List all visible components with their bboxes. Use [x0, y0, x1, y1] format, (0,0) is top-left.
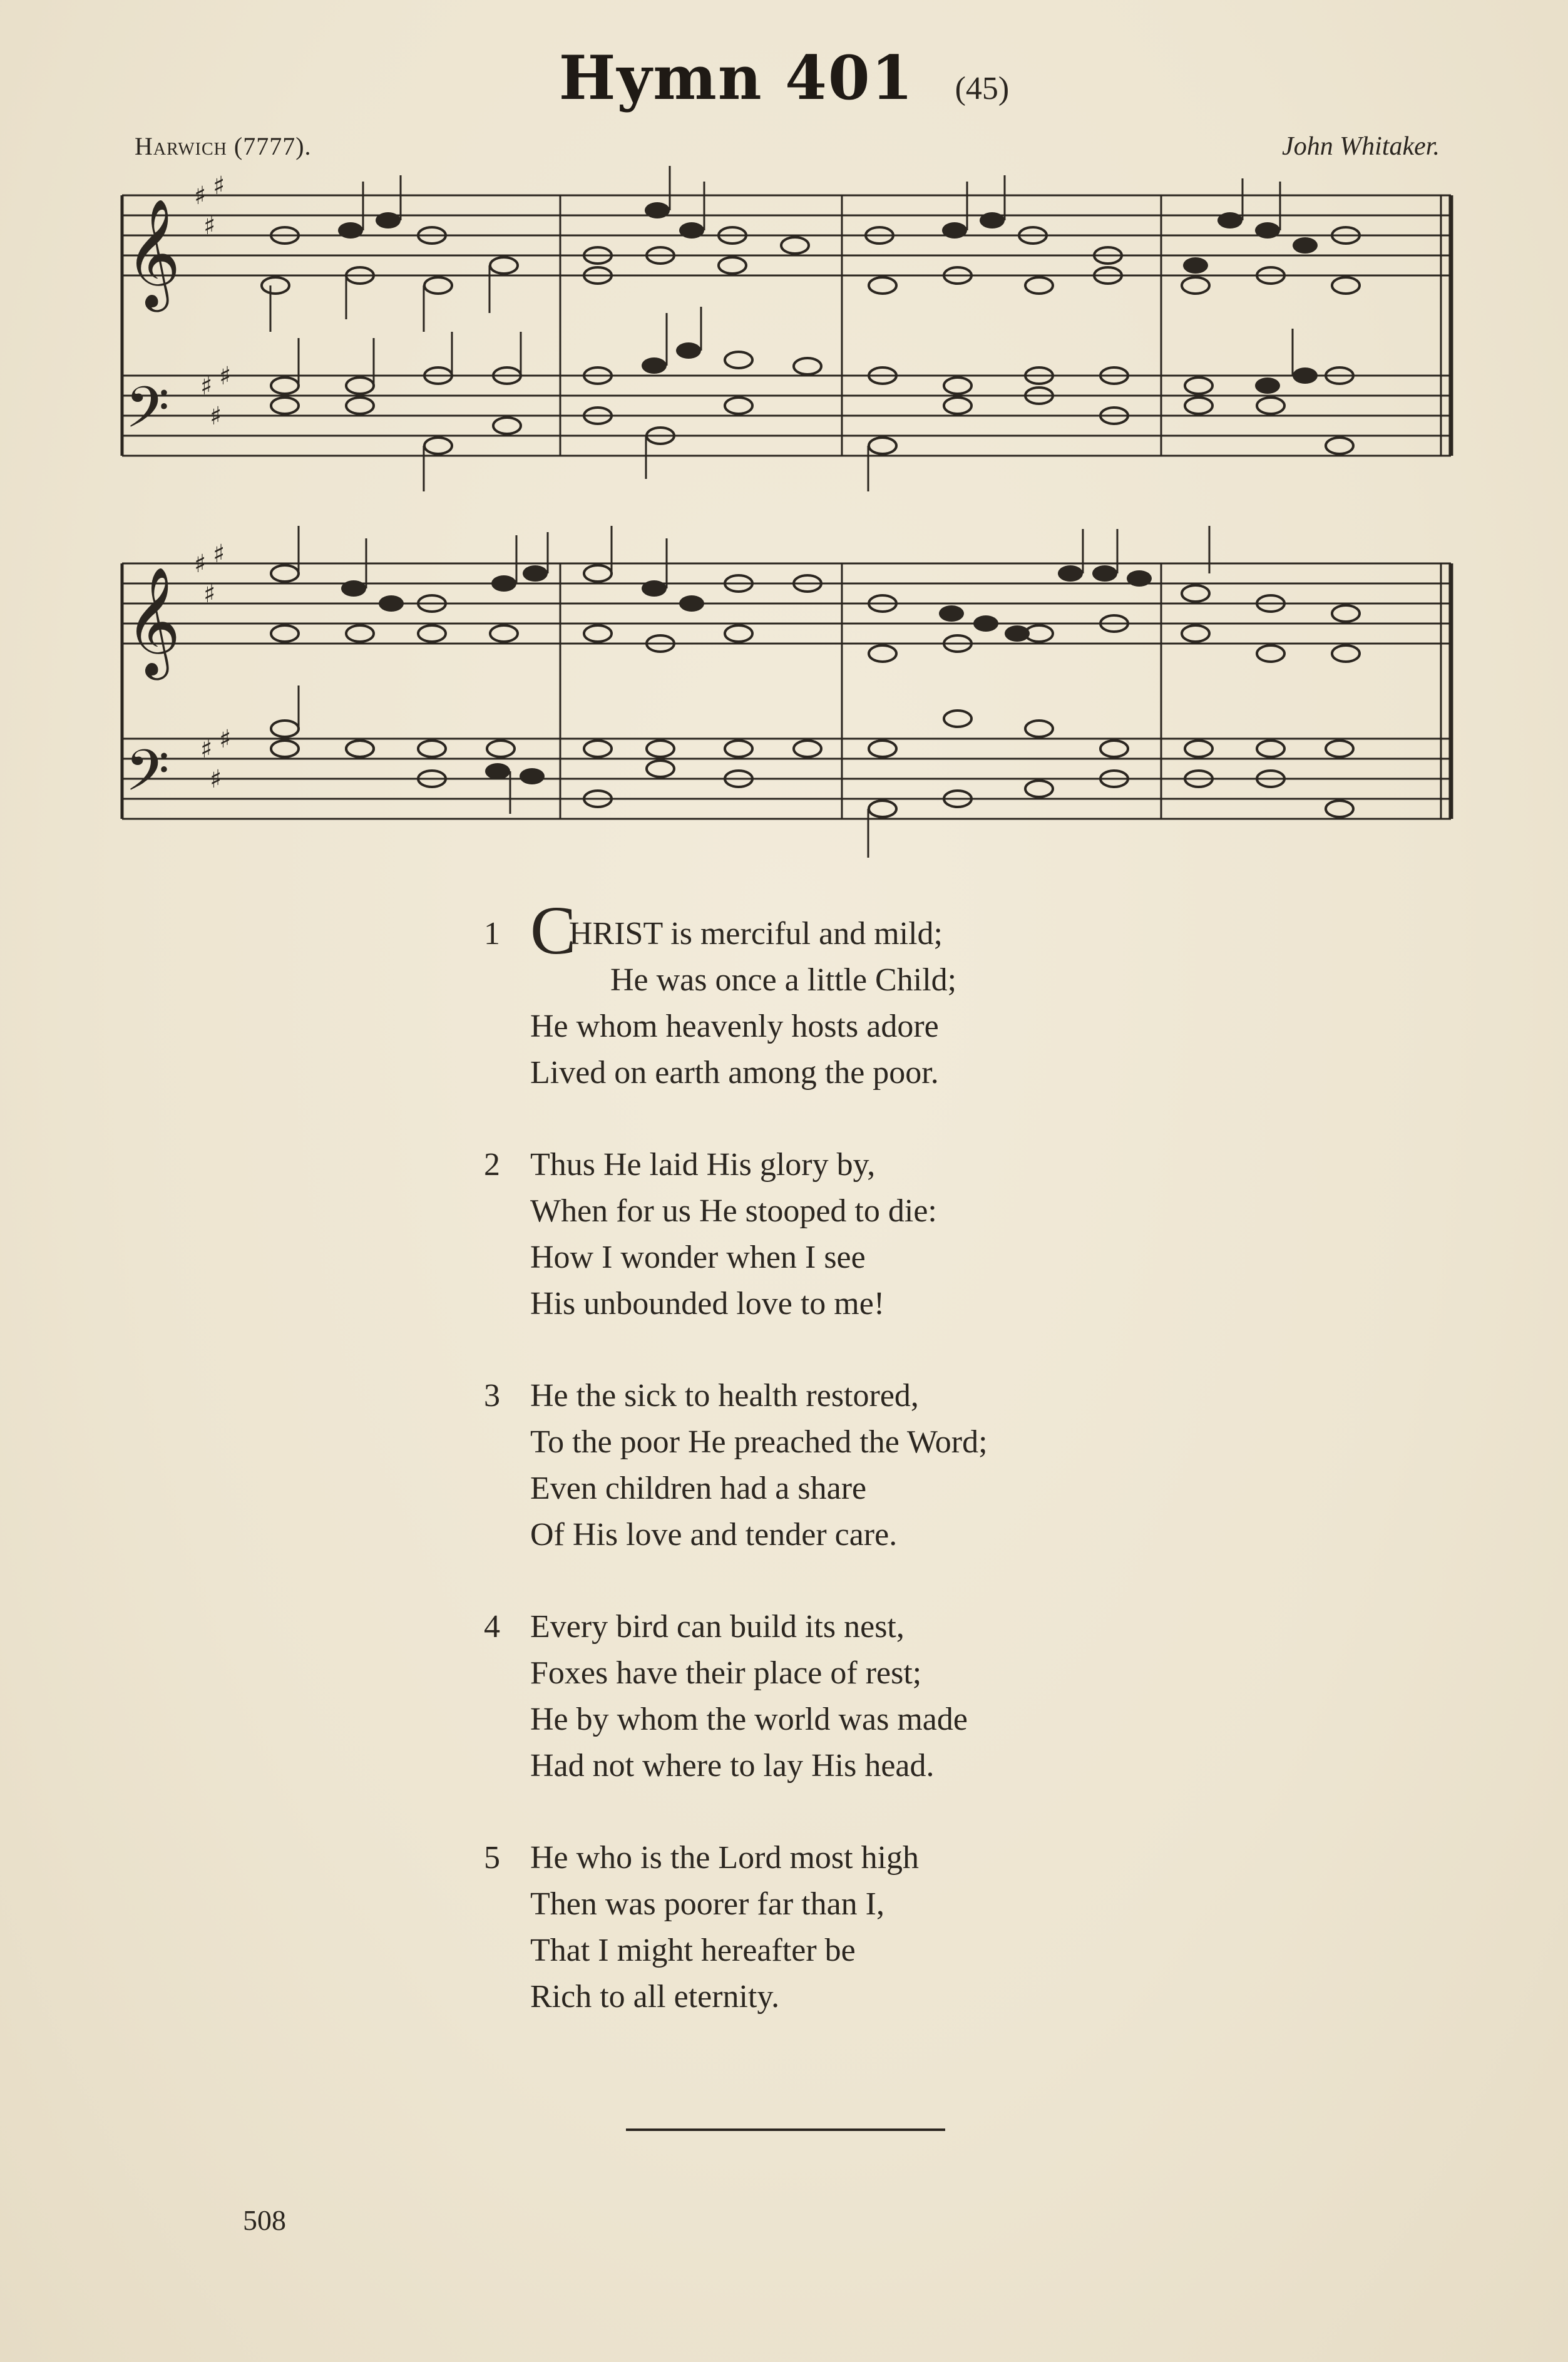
svg-text:♯: ♯ — [219, 362, 232, 391]
svg-text:♯: ♯ — [219, 725, 232, 754]
composer-name: John Whitaker. — [1282, 132, 1440, 161]
verse-line: Then was poorer far than I, — [530, 1886, 884, 1922]
system-2-bass-staff — [122, 739, 1451, 819]
filled-note-heads — [338, 202, 1318, 784]
svg-text:♯: ♯ — [213, 540, 225, 568]
verse-line: CHRIST is merciful and mild; — [530, 892, 943, 968]
svg-text:♯: ♯ — [194, 182, 207, 210]
verse-line: Of His love and tender care. — [530, 1517, 898, 1553]
svg-text:♯: ♯ — [194, 550, 207, 578]
tune-name: Harwich (7777). — [135, 132, 312, 160]
bass-clef-2: 𝄢 — [125, 737, 170, 818]
verse-line: When for us He stooped to die: — [530, 1193, 937, 1229]
verse-5 — [485, 1835, 1174, 2020]
verse-line: His unbounded love to me! — [530, 1286, 885, 1322]
verse-3 — [485, 1373, 1174, 1558]
verse-line: He was once a little Child; — [610, 962, 957, 998]
verse-line: To the poor He preached the Word; — [530, 1424, 988, 1460]
verse-line: How I wonder when I see — [530, 1240, 866, 1275]
system-1-treble-staff — [122, 195, 1451, 275]
hymn-reference: (45) — [955, 71, 1010, 106]
system-1-bass-staff — [122, 376, 1451, 456]
verse-number: 2 — [484, 1147, 500, 1183]
verse-line: He who is the Lord most high — [530, 1840, 920, 1876]
verse-line: Had not where to lay His head. — [530, 1748, 935, 1784]
treble-clef-2: 𝄞 — [125, 567, 181, 675]
svg-text:♯: ♯ — [200, 372, 213, 401]
verse-2 — [485, 1142, 1174, 1327]
bass-clef-1: 𝄢 — [125, 374, 170, 454]
verse-number: 1 — [484, 916, 500, 952]
verse-line: He by whom the world was made — [530, 1702, 968, 1737]
verse-number: 3 — [484, 1378, 500, 1414]
svg-text:♯: ♯ — [210, 765, 222, 794]
note-heads — [262, 227, 1360, 817]
verse-4 — [485, 1604, 1174, 1789]
verse-line: Every bird can build its nest, — [530, 1609, 904, 1645]
page-number: 508 — [243, 2204, 286, 2236]
verse-line: He the sick to health restored, — [530, 1378, 919, 1414]
system-2-treble-staff — [122, 563, 1451, 644]
hymn-verses — [484, 892, 1174, 2066]
verse-number: 5 — [484, 1840, 500, 1876]
svg-text:♯: ♯ — [203, 580, 216, 608]
hymn-title: Hymn 401 — [558, 43, 915, 113]
music-score — [0, 0, 1568, 889]
end-rule — [626, 2128, 945, 2131]
verse-line: That I might hereafter be — [530, 1933, 856, 1968]
verse-line: He whom heavenly hosts adore — [530, 1009, 939, 1044]
svg-text:♯: ♯ — [203, 212, 216, 240]
verse-line: Thus He laid His glory by, — [530, 1147, 876, 1183]
verse-line: Foxes have their place of rest; — [530, 1655, 922, 1691]
key-signatures — [194, 172, 231, 794]
verse-line: Rich to all eternity. — [530, 1979, 780, 2015]
verse-1 — [484, 892, 1174, 1096]
svg-text:♯: ♯ — [213, 172, 225, 200]
verse-number: 4 — [484, 1609, 500, 1645]
verse-line: Even children had a share — [530, 1471, 867, 1506]
drop-cap: C — [530, 892, 576, 968]
treble-clef-1: 𝄞 — [125, 198, 181, 307]
svg-text:♯: ♯ — [210, 402, 222, 431]
note-stems — [270, 166, 1293, 858]
svg-text:♯: ♯ — [200, 735, 213, 764]
verse-line: Lived on earth among the poor. — [530, 1055, 939, 1091]
